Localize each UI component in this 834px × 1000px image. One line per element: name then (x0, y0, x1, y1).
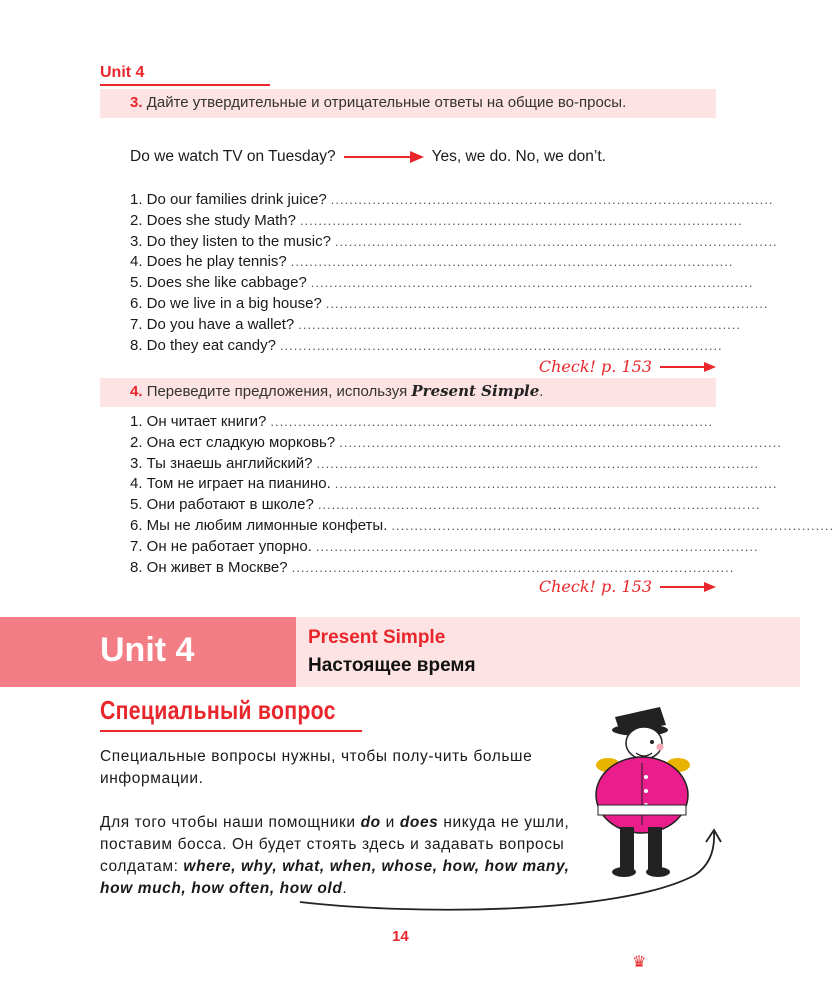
list-item[interactable]: 3. Do they listen to the music? ................................................................................................ (130, 232, 778, 250)
task3-check-link[interactable] (539, 357, 716, 376)
arrow-right-icon (660, 581, 716, 593)
task3-example (130, 148, 606, 166)
arrow-right-icon (344, 150, 424, 164)
task4-list (130, 412, 834, 578)
soldier-illustration (560, 695, 710, 880)
task3-list (130, 190, 778, 356)
task4-text: Переведите предложения, используя (146, 383, 408, 400)
task4-term: Present Simple (411, 382, 540, 400)
task4-check-link[interactable] (539, 577, 716, 596)
task3-instruction (100, 89, 716, 118)
section-title-underline (100, 730, 362, 732)
para-text: и (385, 814, 395, 831)
task3-text: Дайте утвердительные и отрицательные ответы на общие во-просы. (146, 94, 627, 111)
para-end: . (342, 880, 348, 897)
list-item[interactable]: 6. Мы не любим лимонные конфеты. ................................................................................................ (130, 516, 834, 534)
check-label: Check! p. 153 (538, 577, 652, 596)
crown-icon: ♛ (632, 954, 647, 971)
example-question: Do we watch TV on Tuesday? (130, 148, 336, 165)
banner-title-ru: Настоящее время (308, 655, 476, 676)
para-text: Для того чтобы наши помощники (100, 814, 356, 831)
para-text: никуда не ушли, поставим босса. Он будет стоять здесь и задавать вопросы солдатам: (100, 814, 570, 875)
list-item[interactable]: 6. Do we live in a big house? ................................................................................................ (130, 294, 769, 312)
page-number: 14 (392, 928, 409, 945)
list-item[interactable]: 2. Does she study Math? ................................................................................................ (130, 211, 743, 229)
list-item[interactable]: 8. Он живет в Москве? ................................................................................................ (130, 558, 735, 576)
keyword-does: does (399, 814, 439, 831)
banner-title-en: Present Simple (308, 627, 446, 648)
unit-banner (0, 617, 800, 687)
list-item[interactable]: 1. Do our families drink juice? ................................................................................................ (130, 191, 774, 208)
list-item[interactable]: 3. Ты знаешь английский? ................................................................................................ (130, 454, 760, 472)
list-item[interactable]: 4. Том не играет на пианино. ................................................................................................ (130, 475, 778, 493)
list-item[interactable]: 8. Do they eat candy? ................................................................................................ (130, 336, 723, 354)
list-item[interactable]: 4. Does he play tennis? ................................................................................................ (130, 253, 734, 271)
list-item[interactable]: 7. Do you have a wallet? ................................................................................................ (130, 315, 742, 333)
paragraph-intro: Специальные вопросы нужны, чтобы полу-чить больше информации. (100, 748, 533, 787)
question-words: where, why, what, when, whose, how, how many, how much, how often, how old (100, 858, 570, 897)
list-item[interactable]: 5. Они работают в школе? ................................................................................................ (130, 496, 761, 514)
section-title: Специальный вопрос (100, 695, 336, 725)
check-label: Check! p. 153 (538, 357, 652, 376)
list-item[interactable]: 5. Does she like cabbage? ................................................................................................ (130, 274, 754, 292)
task4-number: 4. (130, 383, 143, 400)
list-item[interactable]: 1. Он читает книги? ................................................................................................ (130, 413, 714, 430)
unit-label: Unit 4 (100, 64, 270, 86)
keyword-do: do (360, 814, 381, 831)
task3-number: 3. (130, 94, 143, 111)
unit-banner-block (0, 617, 296, 687)
task4-end: . (539, 383, 544, 400)
list-item[interactable]: 2. Она ест сладкую морковь? ................................................................................................ (130, 433, 782, 451)
list-item[interactable]: 7. Он не работает упорно. ................................................................................................ (130, 537, 759, 555)
task4-instruction (100, 378, 716, 407)
example-answer: Yes, we do. No, we don’t. (431, 148, 606, 165)
arrow-right-icon (660, 361, 716, 373)
banner-unit: Unit 4 (100, 631, 195, 669)
